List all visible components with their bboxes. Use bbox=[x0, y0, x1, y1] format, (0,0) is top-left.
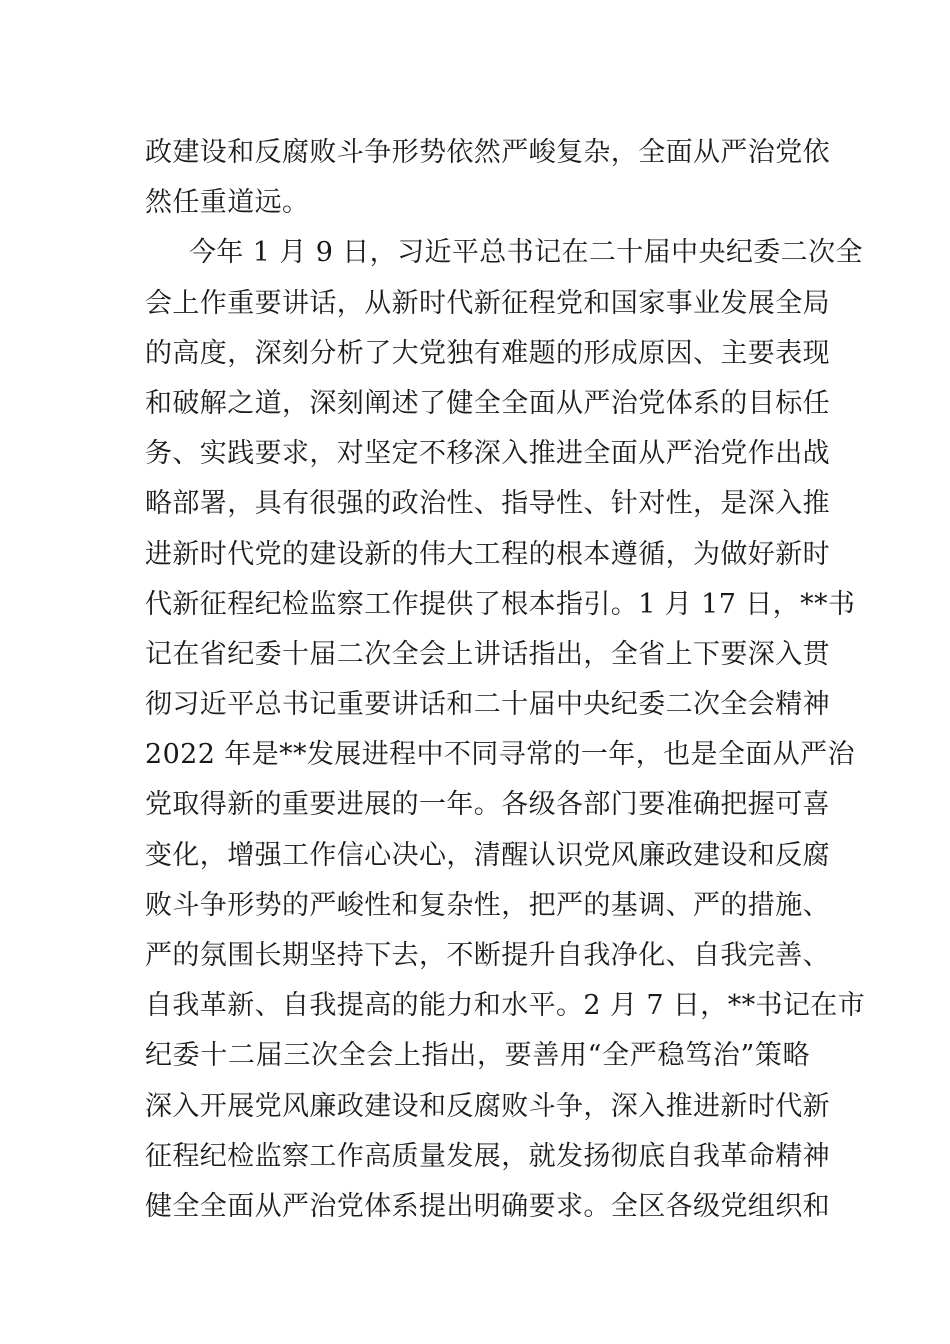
text-line: 彻习近平总书记重要讲话和二十届中央纪委二次全会精神 bbox=[145, 689, 830, 721]
text-line: 政建设和反腐败斗争形势依然严峻复杂，全面从严治党依 bbox=[145, 137, 830, 168]
text-line: 健全全面从严治党体系提出明确要求。全区各级党组织和 bbox=[145, 1190, 830, 1222]
text-line: 进新时代党的建设新的伟大工程的根本遵循，为做好新时 bbox=[145, 538, 830, 570]
text-line: 记在省纪委十届二次全会上讲话指出，全省上下要深入贯 bbox=[145, 638, 830, 670]
text-line: 2022 年是**发展进程中不同寻常的一年，也是全面从严治 bbox=[145, 739, 855, 771]
text-line: 败斗争形势的严峻性和复杂性，把严的基调、严的措施、 bbox=[145, 889, 830, 921]
text-line: 征程纪检监察工作高质量发展，就发扬彻底自我革命精神 bbox=[145, 1140, 830, 1172]
text-line: 代新征程纪检监察工作提供了根本指引。1 月 17 日，**书 bbox=[145, 588, 856, 620]
text-line: 纪委十二届三次全会上指出，要善用“全严稳笃治”策略 bbox=[145, 1040, 810, 1072]
text-line: 略部署，具有很强的政治性、指导性、针对性，是深入推 bbox=[145, 488, 830, 520]
text-line: 深入开展党风廉政建设和反腐败斗争，深入推进新时代新 bbox=[145, 1090, 830, 1122]
text-line: 的高度，深刻分析了大党独有难题的形成原因、主要表现 bbox=[145, 337, 830, 369]
paragraph-first-line: 今年 1 月 9 日，习近平总书记在二十届中央纪委二次全 bbox=[189, 237, 863, 269]
text-line: 然任重道远。 bbox=[145, 187, 310, 219]
text-line: 严的氛围长期坚持下去，不断提升自我净化、自我完善、 bbox=[145, 940, 830, 971]
body-text bbox=[145, 128, 866, 1232]
text-line: 和破解之道，深刻阐述了健全全面从严治党体系的目标任 bbox=[145, 387, 830, 419]
text-line: 会上作重要讲话，从新时代新征程党和国家事业发展全局 bbox=[145, 287, 830, 319]
text-line: 自我革新、自我提高的能力和水平。2 月 7 日，**书记在市 bbox=[145, 990, 866, 1022]
text-line: 变化，增强工作信心决心，清醒认识党风廉政建设和反腐 bbox=[145, 839, 830, 871]
text-line: 党取得新的重要进展的一年。各级各部门要准确把握可喜 bbox=[145, 789, 830, 821]
text-line: 务、实践要求，对坚定不移深入推进全面从严治党作出战 bbox=[145, 438, 830, 470]
